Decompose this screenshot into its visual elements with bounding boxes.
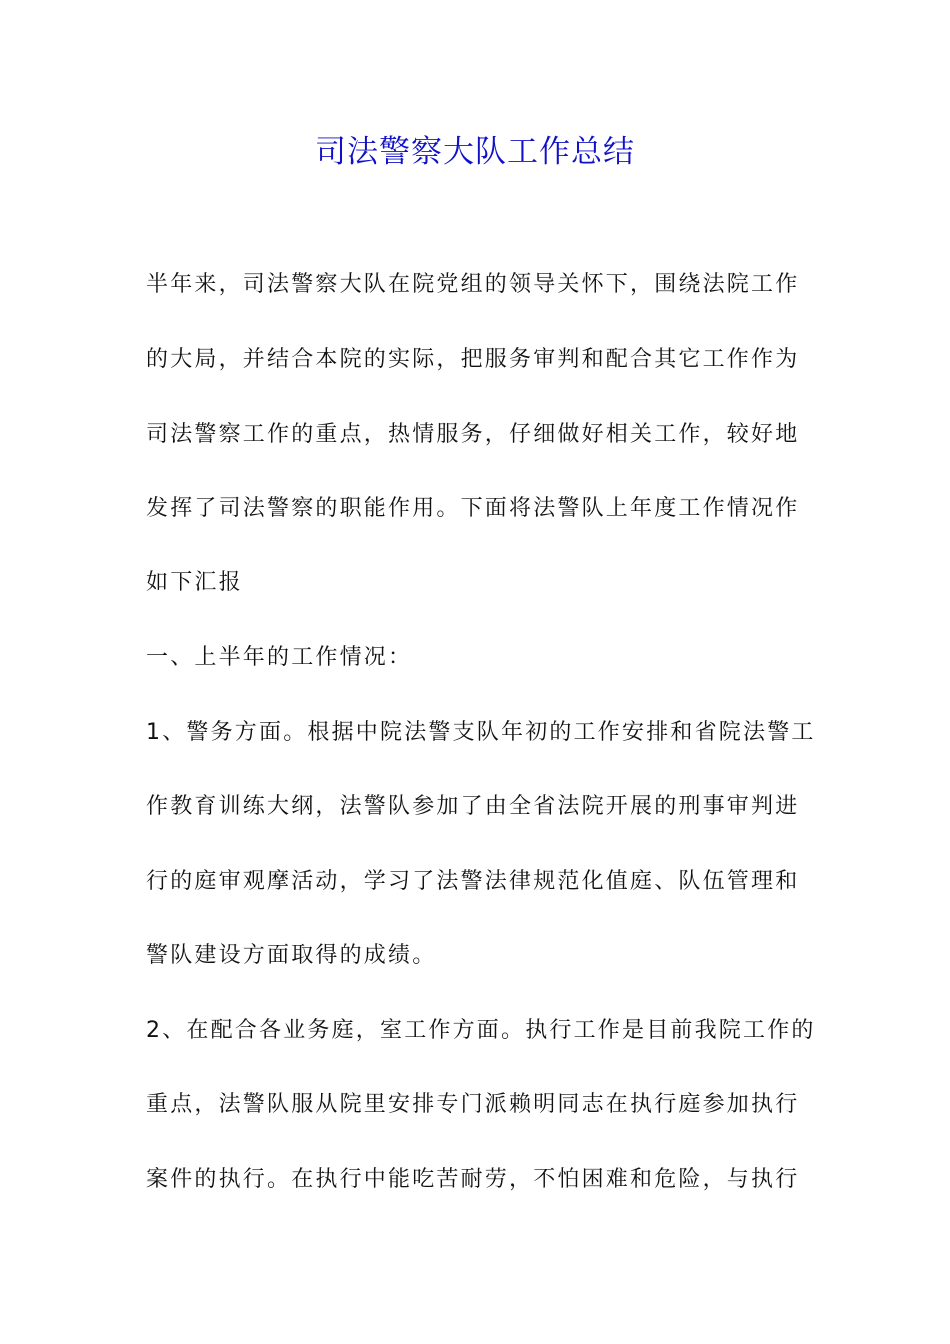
paragraph-line: 半年来，司法警察大队在院党组的领导关怀下，围绕法院工作	[146, 272, 800, 297]
paragraph-line: 警队建设方面取得的成绩。	[146, 943, 437, 968]
paragraph-line: 司法警察工作的重点，热情服务，仔细做好相关工作，较好地	[146, 422, 800, 447]
paragraph-line: 发挥了司法警察的职能作用。下面将法警队上年度工作情况作	[146, 496, 800, 521]
paragraph-line: 2、在配合各业务庭，室工作方面。执行工作是目前我院工作的	[146, 1018, 816, 1043]
paragraph-line: 作教育训练大纲，法警队参加了由全省法院开展的刑事审判进	[146, 794, 800, 819]
page-title: 司法警察大队工作总结	[315, 134, 635, 170]
paragraph-line: 行的庭审观摩活动，学习了法警法律规范化值庭、队伍管理和	[146, 869, 800, 894]
paragraph-line: 1、警务方面。根据中院法警支队年初的工作安排和省院法警工	[146, 720, 816, 745]
paragraph-line: 案件的执行。在执行中能吃苦耐劳，不怕困难和危险，与执行	[146, 1167, 800, 1192]
paragraph-line: 如下汇报	[146, 570, 243, 595]
section-heading: 一、上半年的工作情况：	[146, 645, 413, 670]
paragraph-line: 重点，法警队服从院里安排专门派赖明同志在执行庭参加执行	[146, 1092, 800, 1117]
paragraph-line: 的大局，并结合本院的实际，把服务审判和配合其它工作作为	[146, 347, 800, 372]
